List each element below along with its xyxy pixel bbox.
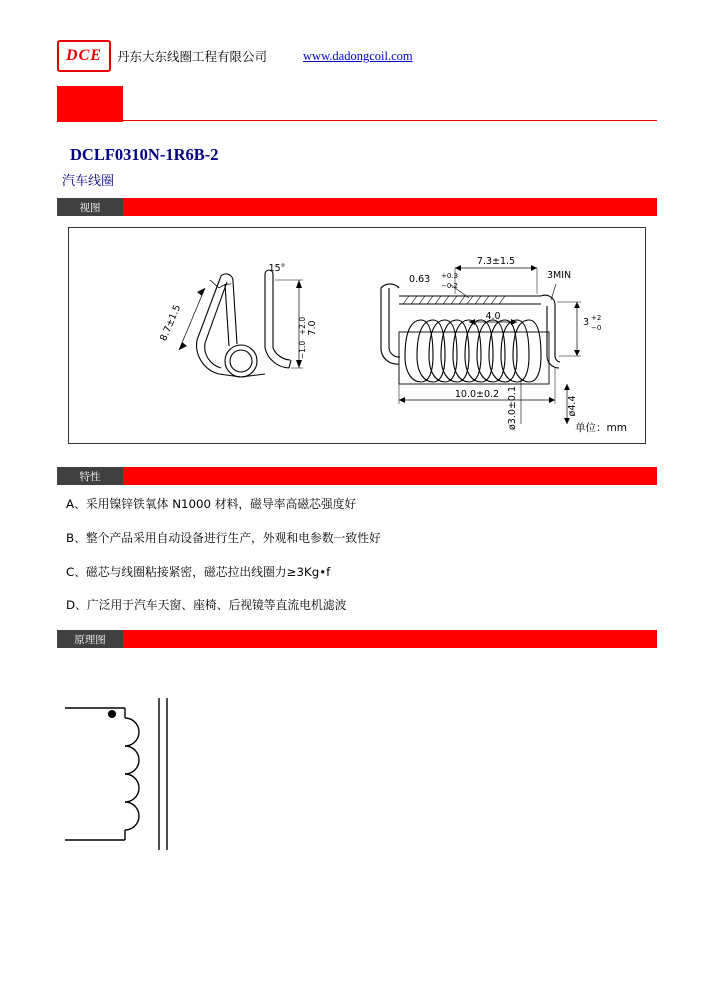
website-link[interactable]: www.dadongcoil.com	[303, 48, 413, 63]
dim-left-length: 8.7±1.5	[158, 303, 184, 343]
section-fill-view	[123, 198, 657, 216]
logo-text: DCE	[66, 47, 102, 64]
section-label-features: 特性	[57, 467, 123, 485]
list-item: A、采用镍锌铁氧体 N1000 材料，磁导率高磁芯强度好	[66, 497, 357, 511]
drawing-svg	[69, 228, 643, 441]
section-fill-schematic	[123, 630, 657, 648]
schematic-svg	[55, 690, 285, 880]
list-item: C、磁芯与线圈粘接紧密，磁芯拉出线圈力≥3Kg•f	[66, 564, 331, 579]
section-label-view: 视图	[57, 198, 123, 216]
schematic-diagram	[55, 690, 285, 880]
dim-left-height: 7.0	[307, 320, 318, 336]
dim-top-width: 7.3±1.5	[476, 256, 516, 267]
dim-wire-tol-top: +0.3	[441, 272, 458, 280]
features-list	[66, 497, 656, 632]
page-title: DCLF0310N-1R6B-2	[70, 145, 219, 164]
dim-wire-tol-bottom: −0.2	[441, 282, 458, 290]
product-drawing	[68, 227, 646, 444]
dim-angle: 15°	[268, 263, 286, 274]
dim-outer-dia: ø4.4	[567, 395, 578, 417]
polarity-dot	[108, 710, 116, 718]
dim-wire-thickness: 0.63	[409, 274, 431, 285]
dim-overall-length: 10.0±0.2	[454, 389, 500, 400]
header-red-band	[57, 86, 657, 122]
list-item: D、广泛用于汽车天窗、座椅、后视镜等直流电机滤波	[66, 598, 347, 613]
list-item: B、整个产品采用自动设备进行生产，外观和电参数一致性好	[66, 530, 381, 545]
company-name: 丹东大东线圈工程有限公司	[117, 49, 268, 64]
company-logo	[57, 40, 111, 72]
dim-core-dia: ø3.0±0.1	[507, 386, 518, 430]
dim-inner-width: 4.0	[485, 311, 501, 322]
section-bar-features	[57, 467, 657, 485]
page-header	[57, 36, 657, 76]
section-label-schematic: 原理图	[57, 630, 123, 648]
dim-right-tol-top: +2	[591, 314, 602, 322]
dim-right-tol-bottom: −0	[591, 324, 602, 332]
page-subtitle: 汽车线圈	[62, 174, 115, 189]
header-red-block	[57, 86, 123, 122]
section-bar-schematic	[57, 630, 657, 648]
dim-left-height-tol-bottom: −1.0	[298, 340, 307, 360]
dim-left-height-tol-top: +2.0	[298, 316, 307, 336]
header-red-rule	[123, 120, 657, 121]
section-fill-features	[123, 467, 657, 485]
unit-label: 单位：mm	[575, 422, 627, 434]
dim-right-height: 3	[583, 317, 590, 328]
section-bar-view	[57, 198, 657, 216]
dim-min: 3MIN	[547, 270, 572, 281]
